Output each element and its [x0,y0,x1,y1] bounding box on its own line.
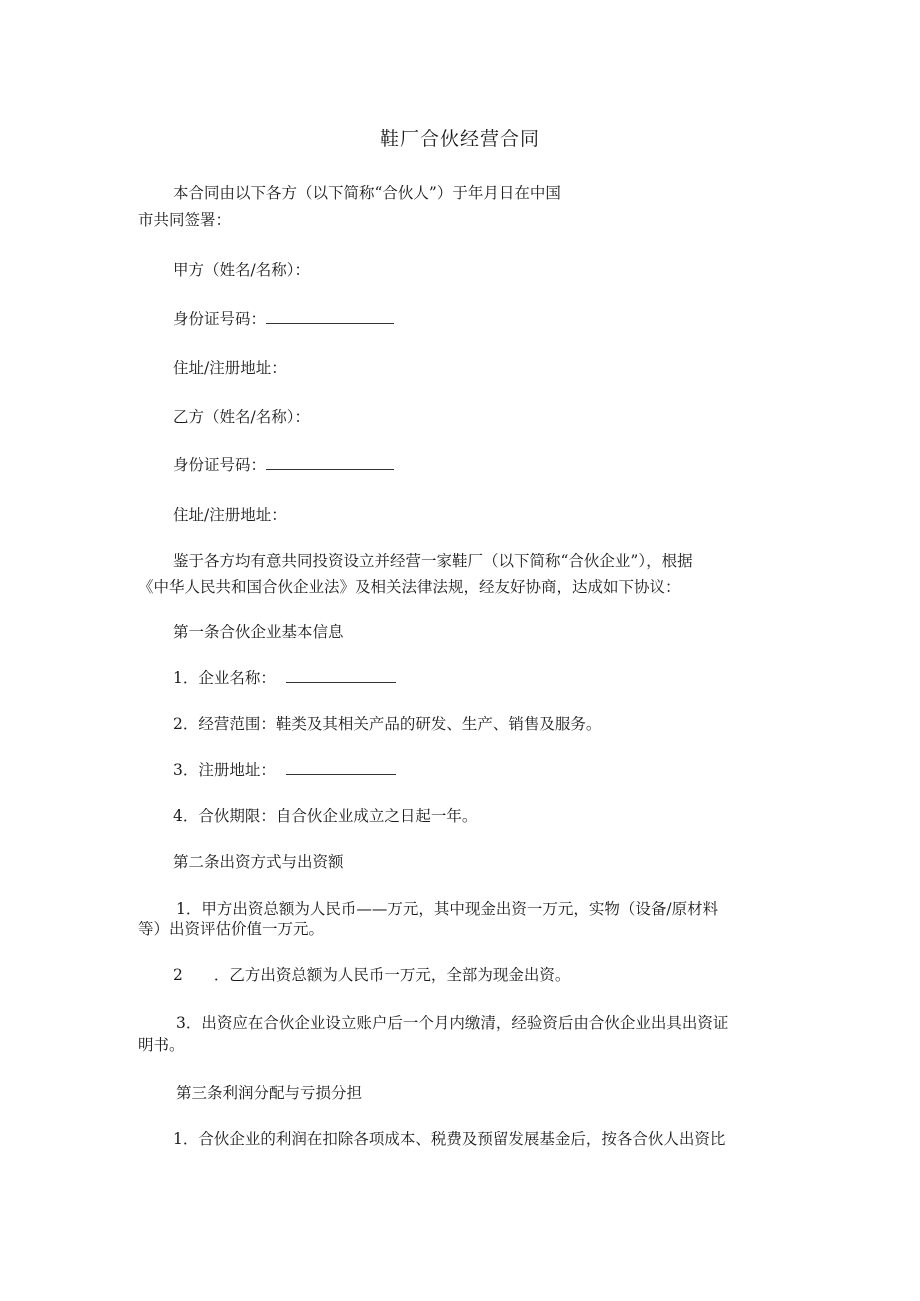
article-1-item-1-row [173,668,396,688]
intro-line-1: 本合同由以下各方（以下简称“合伙人”）于年月日在中国 [173,184,561,202]
party-a-name: 甲方（姓名/名称）： [173,261,310,279]
party-a-id-blank [266,309,394,324]
article-3-item-1-line-1: 1．合伙企业的利润在扣除各项成本、税费及预留发展基金后，按各合伙人出资比 [173,1130,726,1148]
article-1-heading: 第一条合伙企业基本信息 [173,623,344,641]
article-1-item-3: 3．注册地址： [173,761,276,779]
article-1-item-1: 1．企业名称： [173,669,276,687]
article-2-item-1-line-1: 1．甲方出资总额为人民币——万元，其中现金出资一万元，实物（设备/原材料 [176,900,719,918]
company-name-blank [286,668,396,683]
party-b-address: 住址/注册地址： [173,506,287,524]
party-a-id-row [173,309,394,329]
preamble-line-1: 鉴于各方均有意共同投资设立并经营一家鞋厂（以下简称“合伙企业”），根据 [173,552,693,570]
article-1-item-4: 4．合伙期限：自合伙企业成立之日起一年。 [173,807,478,825]
party-a-address: 住址/注册地址： [173,359,287,377]
registered-address-blank [286,760,396,775]
document-title: 鞋厂合伙经营合同 [379,128,540,150]
party-b-id-row [173,455,394,475]
party-b-name: 乙方（姓名/名称）： [173,408,310,426]
preamble-line-2: 《中华人民共和国合伙企业法》及相关法律法规，经友好协商，达成如下协议： [138,578,681,596]
party-a-id-label: 身份证号码： [173,310,267,328]
article-2-item-3-line-1: 3．出资应在合伙企业设立账户后一个月内缴清，经验资后由合伙企业出具出资证 [176,1014,729,1032]
party-b-id-label: 身份证号码： [173,456,267,474]
article-3-heading: 第三条利润分配与亏损分担 [176,1084,363,1102]
article-2-item-3-line-2: 明书。 [138,1036,185,1054]
article-1-item-3-row [173,760,396,780]
article-2-heading: 第二条出资方式与出资额 [173,853,344,871]
article-2-item-2: 2 ．乙方出资总额为人民币一万元，全部为现金出资。 [173,966,571,984]
article-2-item-1-line-2: 等）出资评估价值一万元。 [138,920,325,938]
party-b-id-blank [266,455,394,470]
intro-line-2: 市共同签署： [138,211,232,229]
article-1-item-2: 2．经营范围：鞋类及其相关产品的研发、生产、销售及服务。 [173,715,602,733]
